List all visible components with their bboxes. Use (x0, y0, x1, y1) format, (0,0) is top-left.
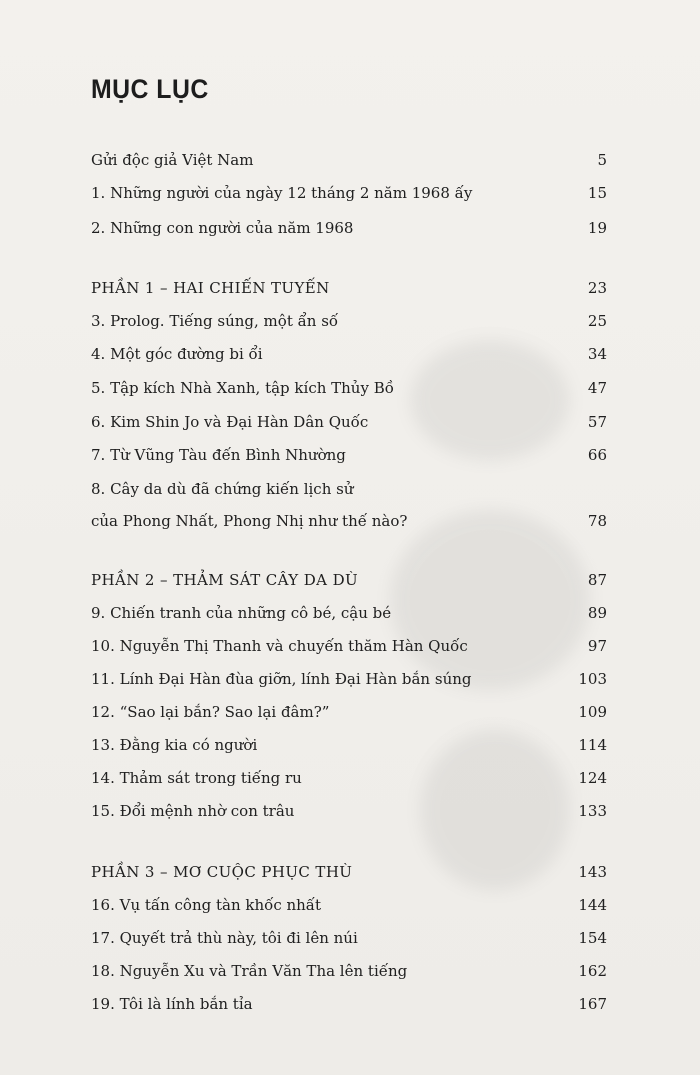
toc-entry[interactable] (91, 766, 607, 790)
toc-entry-page: 144 (578, 896, 607, 914)
toc-entry-title: 6. Kim Shin Jo và Đại Hàn Dân Quốc (91, 413, 369, 431)
toc-entry-title: 12. “Sao lại bắn? Sao lại đâm?” (91, 703, 330, 721)
toc-entry-title: 2. Những con người của năm 1968 (91, 219, 354, 237)
toc-entry-page: 97 (587, 637, 607, 655)
toc-entry-continuation[interactable] (91, 509, 607, 533)
toc-entry-title: 1. Những người của ngày 12 tháng 2 năm 1968 ấy (91, 184, 473, 202)
toc-entry[interactable] (91, 733, 607, 757)
toc-entry-title: 15. Đổi mệnh nhờ con trâu (91, 802, 295, 820)
toc-entry-title: 3. Prolog. Tiếng súng, một ẩn số (91, 312, 339, 330)
toc-part-heading[interactable] (91, 276, 607, 300)
toc-entry[interactable] (91, 181, 607, 205)
toc-entry-page: 162 (578, 962, 607, 980)
toc-heading: MỤC LỤC (91, 74, 209, 104)
toc-entry-title: 17. Quyết trả thù này, tôi đi lên núi (91, 929, 358, 947)
toc-entry-title: của Phong Nhất, Phong Nhị như thế nào? (91, 512, 408, 530)
toc-entry-title: 14. Thảm sát trong tiếng ru (91, 769, 302, 787)
toc-entry-title: 18. Nguyễn Xu và Trần Văn Tha lên tiếng (91, 962, 408, 980)
toc-part-heading[interactable] (91, 860, 607, 884)
toc-entry[interactable] (91, 342, 607, 366)
toc-entry[interactable] (91, 216, 607, 240)
toc-entry-title: 16. Vụ tấn công tàn khốc nhất (91, 896, 322, 914)
toc-entry-page: 23 (587, 279, 607, 297)
toc-entry-page: 154 (578, 929, 607, 947)
toc-entry-page: 25 (587, 312, 607, 330)
toc-entry-page: 103 (578, 670, 607, 688)
toc-entry-page: 109 (578, 703, 607, 721)
toc-entry-page: 57 (587, 413, 607, 431)
toc-entry-title: 11. Lính Đại Hàn đùa giỡn, lính Đại Hàn bắn súng (91, 670, 472, 688)
toc-entry-page: 47 (587, 379, 607, 397)
toc-entry[interactable] (91, 926, 607, 950)
toc-entry[interactable] (91, 700, 607, 724)
toc-entry[interactable] (91, 410, 607, 434)
toc-entry-page: 78 (587, 512, 607, 530)
toc-entry-title: 19. Tôi là lính bắn tỉa (91, 995, 253, 1013)
toc-entry-page: 87 (587, 571, 607, 589)
toc-entry-page: 66 (587, 446, 607, 464)
toc-entry[interactable] (91, 893, 607, 917)
toc-entry-page: 15 (587, 184, 607, 202)
toc-entry-page: 34 (587, 345, 607, 363)
toc-entry[interactable] (91, 959, 607, 983)
toc-entry-title: PHẦN 3 – MƠ CUỘC PHỤC THÙ (91, 863, 353, 881)
toc-entry[interactable] (91, 376, 607, 400)
toc-entry[interactable] (91, 309, 607, 333)
toc-entry[interactable] (91, 443, 607, 467)
toc-entry[interactable] (91, 667, 607, 691)
toc-entry-page: 5 (597, 151, 607, 169)
toc-entry-page: 114 (578, 736, 607, 754)
toc-entry-title: 5. Tập kích Nhà Xanh, tập kích Thủy Bồ (91, 379, 394, 397)
toc-entry-title: 10. Nguyễn Thị Thanh và chuyến thăm Hàn Quốc (91, 637, 468, 655)
toc-entry-title: 4. Một góc đường bi ổi (91, 345, 263, 363)
toc-entry-title: 7. Từ Vũng Tàu đến Bình Nhường (91, 446, 346, 464)
toc-part-heading[interactable] (91, 568, 607, 592)
toc-entry[interactable] (91, 477, 607, 501)
toc-entry-title: 8. Cây da dù đã chứng kiến lịch sử (91, 480, 354, 498)
toc-entry-page: 143 (578, 863, 607, 881)
toc-entry[interactable] (91, 992, 607, 1016)
toc-entry[interactable] (91, 601, 607, 625)
toc-entry-title: PHẦN 2 – THẢM SÁT CÂY DA DÙ (91, 571, 359, 589)
toc-entry-page: 124 (578, 769, 607, 787)
toc-entry-page: 167 (578, 995, 607, 1013)
toc-entry-title: Gửi độc giả Việt Nam (91, 151, 254, 169)
toc-entry-title: 9. Chiến tranh của những cô bé, cậu bé (91, 604, 392, 622)
toc-entry-title: PHẦN 1 – HAI CHIẾN TUYẾN (91, 279, 330, 297)
toc-entry-title: 13. Đằng kia có người (91, 736, 258, 754)
toc-entry-page: 89 (587, 604, 607, 622)
toc-entry-page: 19 (587, 219, 607, 237)
toc-entry-page: 133 (578, 802, 607, 820)
toc-entry[interactable] (91, 634, 607, 658)
toc-entry[interactable] (91, 148, 607, 172)
toc-entry[interactable] (91, 799, 607, 823)
